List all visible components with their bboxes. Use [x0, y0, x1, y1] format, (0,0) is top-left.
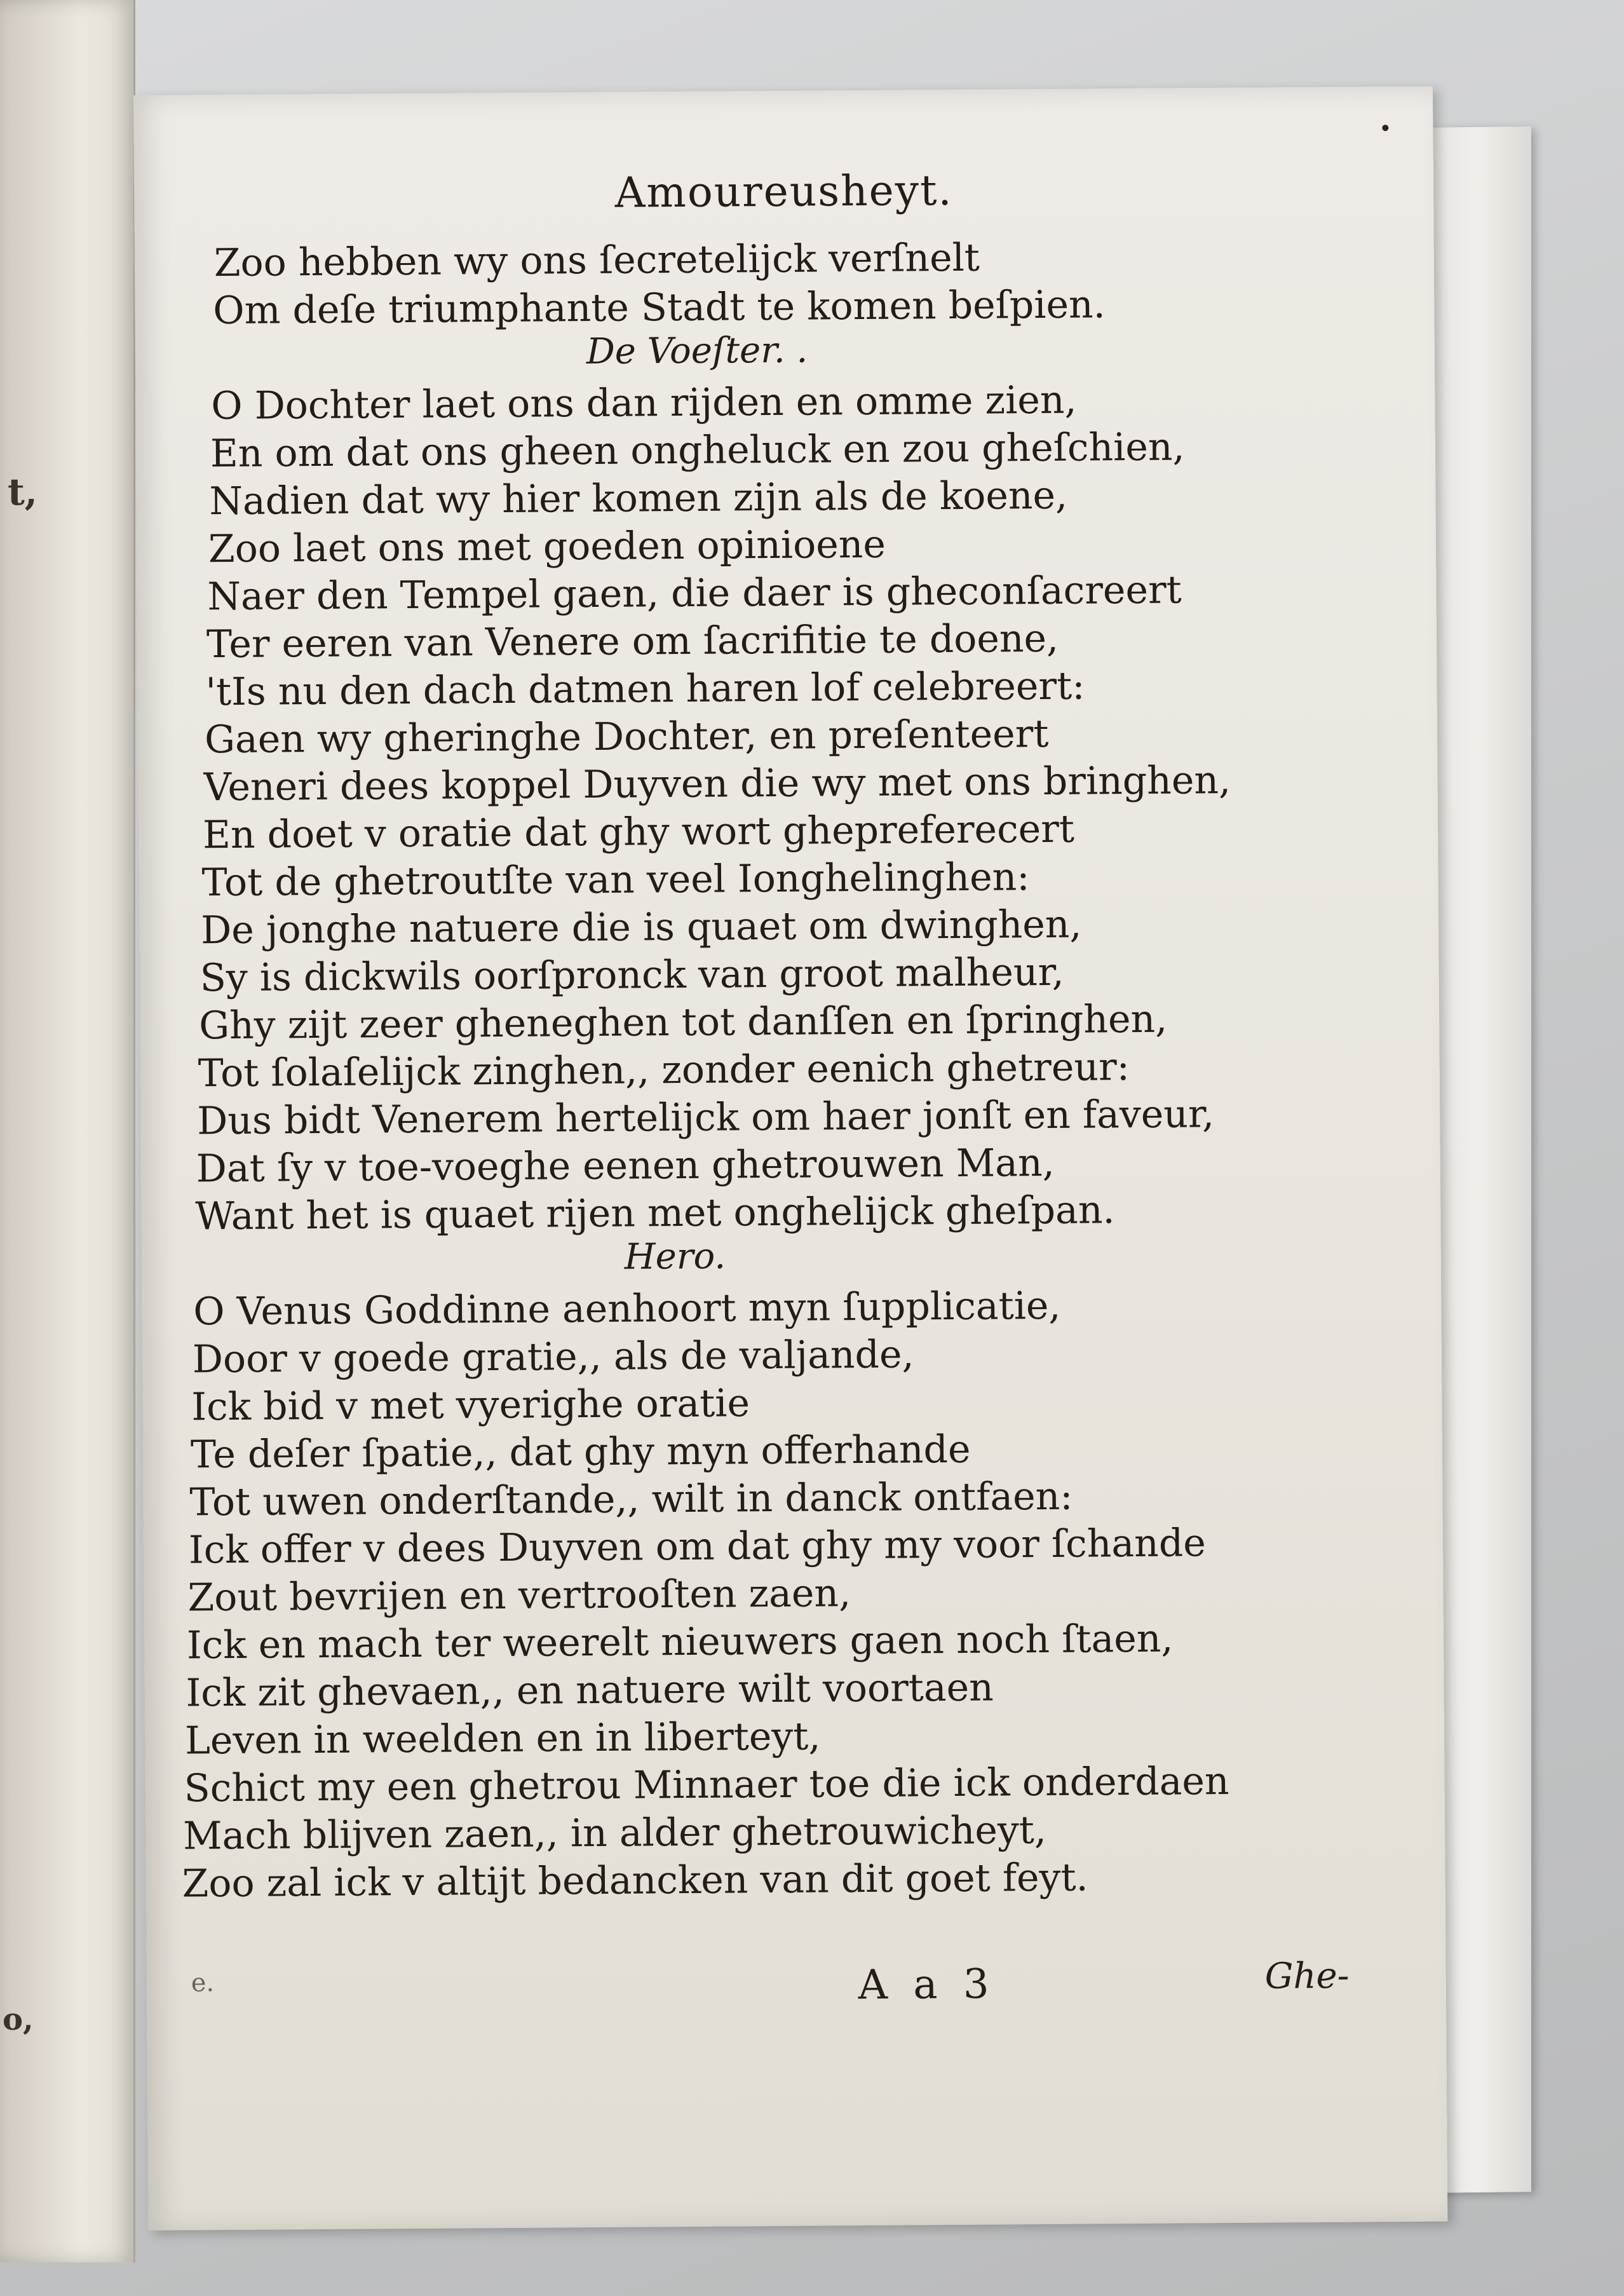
verse-line: Nadien dat wy hier komen zijn als de koene,: [209, 473, 1068, 524]
catchword: Ghe-: [1264, 1955, 1350, 1997]
verse-line: Zout bevrijen en vertrooſten zaen,: [187, 1571, 851, 1620]
verse-line: Veneri dees koppel Duyven die wy met ons bringhen,: [203, 757, 1231, 810]
verse-line: Ick offer v dees Duyven om dat ghy my voor ſchande: [188, 1521, 1206, 1573]
speaker-heading: De Voeſter. .: [586, 329, 808, 373]
verse-line: O Dochter laet ons dan rijden en omme zien,: [211, 377, 1077, 429]
verse-line: Leven in weelden en in liberteyt,: [184, 1714, 821, 1763]
left-margin-mark: o,: [3, 2002, 34, 2037]
verse-line: Te deſer ſpatie,, dat ghy myn offerhande: [190, 1427, 971, 1477]
verse-line: Zoo laet ons met goeden opinioene: [208, 522, 886, 572]
verse-line: Naer den Tempel gaen, die daer is gheconſacreert: [207, 567, 1182, 620]
verse-line: Ghy zijt zeer gheneghen tot danſſen en ſpringhen,: [198, 996, 1168, 1049]
ink-speck: [1382, 125, 1388, 131]
verse-line: Dat ſy v toe-voeghe eenen ghetrouwen Man,: [196, 1140, 1055, 1192]
verse-line: Door v goede gratie,, als de valjande,: [192, 1332, 914, 1382]
verse-line: Tot uwen onderſtande,, wilt in danck ontfaen:: [189, 1474, 1073, 1525]
verse-line: De jonghe natuere die is quaet om dwinghen,: [200, 902, 1082, 953]
verse-line: Want het is quaet rijen met onghelijck gheſpan.: [195, 1188, 1115, 1239]
verse-line: Ter eeren van Venere om ſacrifitie te doene,: [206, 616, 1059, 667]
verse-line: Ick en mach ter weerelt nieuwers gaen noch ſtaen,: [186, 1616, 1174, 1668]
verse-line: En doet v oratie dat ghy wort ghepreferecert: [202, 806, 1075, 858]
verse-line: Dus bidt Venerem hertelijck om haer jonſt en faveur,: [197, 1092, 1215, 1144]
book-page: [133, 86, 1447, 2231]
verse-line: Zoo zal ick v altijt bedancken van dit goet feyt.: [182, 1855, 1088, 1906]
verse-line: Schict my een ghetrou Minnaer toe die ick onderdaen: [184, 1759, 1229, 1811]
verse-line: Om deſe triumphante Stadt te komen beſpien.: [213, 282, 1106, 334]
verse-line: Sy is dickwils oorſpronck van groot malheur,: [200, 949, 1064, 1001]
speaker-heading: Hero.: [624, 1235, 726, 1278]
verse-line: Gaen wy gheringhe Dochter, en preſenteert: [204, 711, 1049, 763]
left-page-edge: [0, 0, 135, 2262]
signature-mark: A a 3: [858, 1960, 996, 2009]
verse-line: Ick bid v met vyerighe oratie: [191, 1381, 750, 1430]
running-head: Amoureusheyt.: [614, 166, 953, 217]
verse-line: 'tIs nu den dach datmen haren lof celebreert:: [205, 663, 1085, 715]
verse-line: En om dat ons gheen ongheluck en zou gheſchien,: [210, 425, 1185, 477]
footer-mark: e.: [191, 1968, 215, 1998]
verse-line: Tot ſolaſelijck zinghen,, zonder eenich ghetreur:: [198, 1045, 1130, 1096]
left-margin-mark: t,: [8, 470, 37, 513]
verse-line: Zoo hebben wy ons ſecretelijck verſnelt: [213, 235, 980, 286]
verse-line: O Venus Goddinne aenhoort myn ſupplicatie,: [193, 1283, 1061, 1335]
verse-line: Mach blijven zaen,, in alder ghetrouwicheyt,: [182, 1808, 1047, 1859]
verse-line: Tot de ghetroutſte van veel Ionghelinghen:: [201, 855, 1030, 906]
verse-line: Ick zit ghevaen,, en natuere wilt voortaen: [186, 1665, 994, 1716]
